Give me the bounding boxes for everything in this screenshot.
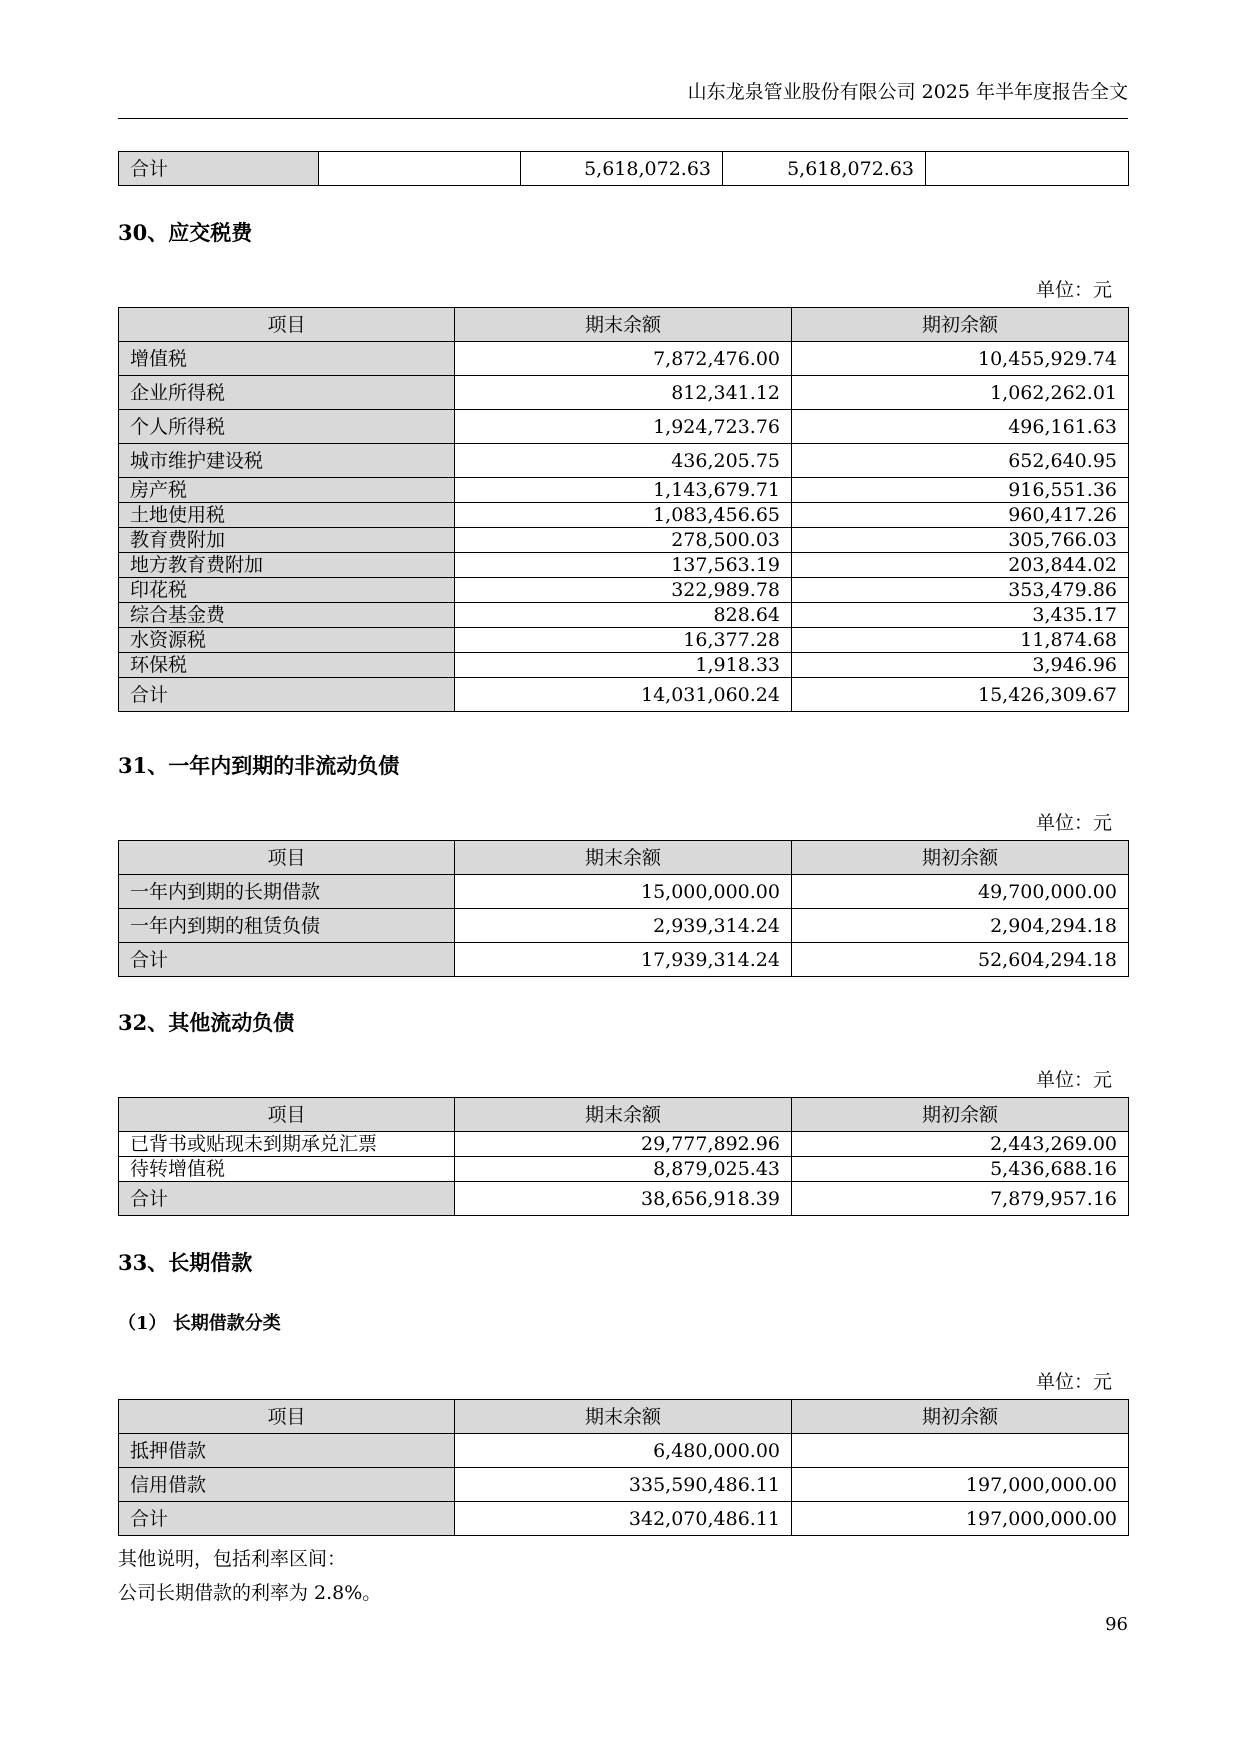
table-cell: 1,083,456.65 bbox=[455, 503, 792, 528]
table-row bbox=[119, 1157, 1129, 1182]
row-label: 合计 bbox=[119, 943, 455, 977]
note-text: 公司长期借款的利率为 2.8%。 bbox=[118, 1582, 382, 1604]
column-header: 项目 bbox=[119, 1400, 455, 1434]
column-header: 期末余额 bbox=[455, 841, 792, 875]
row-label: 合计 bbox=[119, 678, 455, 712]
table-cell: 1,924,723.76 bbox=[455, 410, 792, 444]
row-label: 待转增值税 bbox=[119, 1157, 455, 1182]
table-cell: 335,590,486.11 bbox=[455, 1468, 792, 1502]
column-header: 项目 bbox=[119, 841, 455, 875]
table-row bbox=[119, 1468, 1129, 1502]
table-header-row bbox=[119, 1098, 1129, 1132]
row-label: 环保税 bbox=[119, 653, 455, 678]
table-cell: 278,500.03 bbox=[455, 528, 792, 553]
table-cell bbox=[926, 152, 1129, 186]
table-cell: 2,904,294.18 bbox=[792, 909, 1129, 943]
table-cell: 305,766.03 bbox=[792, 528, 1129, 553]
table-cell: 3,946.96 bbox=[792, 653, 1129, 678]
other-current-liabilities-table bbox=[118, 1097, 1129, 1216]
table-cell: 203,844.02 bbox=[792, 553, 1129, 578]
table-cell: 197,000,000.00 bbox=[792, 1502, 1129, 1536]
long-term-loans-table bbox=[118, 1399, 1129, 1536]
table-total-row bbox=[119, 943, 1129, 977]
row-label: 合计 bbox=[119, 1502, 455, 1536]
column-header: 期末余额 bbox=[455, 308, 792, 342]
header-divider bbox=[118, 118, 1128, 119]
table-cell: 1,918.33 bbox=[455, 653, 792, 678]
table-row bbox=[119, 603, 1129, 628]
table-row bbox=[119, 410, 1129, 444]
column-header: 期末余额 bbox=[455, 1098, 792, 1132]
section-title: 33、长期借款 bbox=[118, 1250, 253, 1275]
table-cell: 8,879,025.43 bbox=[455, 1157, 792, 1182]
table-cell: 2,939,314.24 bbox=[455, 909, 792, 943]
note-text: 其他说明，包括利率区间： bbox=[118, 1548, 347, 1570]
table-cell: 16,377.28 bbox=[455, 628, 792, 653]
table-row bbox=[119, 553, 1129, 578]
row-label: 增值税 bbox=[119, 342, 455, 376]
column-header: 期初余额 bbox=[792, 1098, 1129, 1132]
table-row bbox=[119, 152, 1129, 186]
table-header-row bbox=[119, 308, 1129, 342]
row-label: 抵押借款 bbox=[119, 1434, 455, 1468]
table-cell: 5,618,072.63 bbox=[521, 152, 723, 186]
row-label: 地方教育费附加 bbox=[119, 553, 455, 578]
table-cell: 2,443,269.00 bbox=[792, 1132, 1129, 1157]
table-cell: 5,618,072.63 bbox=[723, 152, 926, 186]
column-header: 期末余额 bbox=[455, 1400, 792, 1434]
table-cell: 1,062,262.01 bbox=[792, 376, 1129, 410]
section-title: 31、一年内到期的非流动负债 bbox=[118, 753, 400, 778]
row-label: 企业所得税 bbox=[119, 376, 455, 410]
section-title: 32、其他流动负债 bbox=[118, 1010, 295, 1035]
row-label: 个人所得税 bbox=[119, 410, 455, 444]
table-cell: 38,656,918.39 bbox=[455, 1182, 792, 1216]
table-header-row bbox=[119, 841, 1129, 875]
sub-title: （1） 长期借款分类 bbox=[118, 1313, 281, 1334]
table-cell: 7,879,957.16 bbox=[792, 1182, 1129, 1216]
table-row bbox=[119, 528, 1129, 553]
row-label: 土地使用税 bbox=[119, 503, 455, 528]
table-cell: 496,161.63 bbox=[792, 410, 1129, 444]
table-cell: 17,939,314.24 bbox=[455, 943, 792, 977]
table-header-row bbox=[119, 1400, 1129, 1434]
table-row bbox=[119, 376, 1129, 410]
table-cell: 960,417.26 bbox=[792, 503, 1129, 528]
row-label: 已背书或贴现未到期承兑汇票 bbox=[119, 1132, 455, 1157]
table-row bbox=[119, 909, 1129, 943]
tax-payable-table bbox=[118, 307, 1129, 712]
prev-table-total bbox=[118, 151, 1129, 186]
table-row bbox=[119, 503, 1129, 528]
table-cell: 6,480,000.00 bbox=[455, 1434, 792, 1468]
table-cell: 29,777,892.96 bbox=[455, 1132, 792, 1157]
row-label: 信用借款 bbox=[119, 1468, 455, 1502]
table-cell: 322,989.78 bbox=[455, 578, 792, 603]
table-total-row bbox=[119, 1502, 1129, 1536]
table-cell: 812,341.12 bbox=[455, 376, 792, 410]
row-label: 房产税 bbox=[119, 478, 455, 503]
table-cell: 3,435.17 bbox=[792, 603, 1129, 628]
unit-label: 单位：元 bbox=[1035, 279, 1112, 301]
table-row bbox=[119, 875, 1129, 909]
table-cell: 1,143,679.71 bbox=[455, 478, 792, 503]
column-header: 项目 bbox=[119, 308, 455, 342]
table-cell bbox=[792, 1434, 1129, 1468]
table-row bbox=[119, 653, 1129, 678]
table-row bbox=[119, 578, 1129, 603]
table-row bbox=[119, 1132, 1129, 1157]
table-cell: 137,563.19 bbox=[455, 553, 792, 578]
table-cell bbox=[319, 152, 521, 186]
page-header: 山东龙泉管业股份有限公司 2025 年半年度报告全文 bbox=[687, 81, 1128, 103]
table-total-row bbox=[119, 1182, 1129, 1216]
column-header: 期初余额 bbox=[792, 308, 1129, 342]
section-title: 30、应交税费 bbox=[118, 220, 253, 245]
unit-label: 单位：元 bbox=[1035, 1069, 1112, 1091]
row-label: 教育费附加 bbox=[119, 528, 455, 553]
row-label: 一年内到期的长期借款 bbox=[119, 875, 455, 909]
table-cell: 14,031,060.24 bbox=[455, 678, 792, 712]
row-label: 水资源税 bbox=[119, 628, 455, 653]
table-cell: 436,205.75 bbox=[455, 444, 792, 478]
table-cell: 7,872,476.00 bbox=[455, 342, 792, 376]
column-header: 项目 bbox=[119, 1098, 455, 1132]
table-row bbox=[119, 478, 1129, 503]
page-number: 96 bbox=[1105, 1614, 1128, 1635]
table-row bbox=[119, 444, 1129, 478]
row-label: 一年内到期的租赁负债 bbox=[119, 909, 455, 943]
table-row bbox=[119, 628, 1129, 653]
table-cell: 5,436,688.16 bbox=[792, 1157, 1129, 1182]
unit-label: 单位：元 bbox=[1035, 812, 1112, 834]
table-cell: 15,426,309.67 bbox=[792, 678, 1129, 712]
column-header: 期初余额 bbox=[792, 841, 1129, 875]
table-cell: 197,000,000.00 bbox=[792, 1468, 1129, 1502]
table-total-row bbox=[119, 678, 1129, 712]
unit-label: 单位：元 bbox=[1035, 1371, 1112, 1393]
table-cell: 10,455,929.74 bbox=[792, 342, 1129, 376]
table-cell: 合计 bbox=[119, 152, 319, 186]
table-cell: 11,874.68 bbox=[792, 628, 1129, 653]
table-cell: 15,000,000.00 bbox=[455, 875, 792, 909]
row-label: 综合基金费 bbox=[119, 603, 455, 628]
table-cell: 49,700,000.00 bbox=[792, 875, 1129, 909]
column-header: 期初余额 bbox=[792, 1400, 1129, 1434]
row-label: 合计 bbox=[119, 1182, 455, 1216]
row-label: 城市维护建设税 bbox=[119, 444, 455, 478]
table-cell: 342,070,486.11 bbox=[455, 1502, 792, 1536]
table-cell: 916,551.36 bbox=[792, 478, 1129, 503]
row-label: 印花税 bbox=[119, 578, 455, 603]
table-cell: 828.64 bbox=[455, 603, 792, 628]
table-row bbox=[119, 1434, 1129, 1468]
table-cell: 353,479.86 bbox=[792, 578, 1129, 603]
current-noncurrent-liabilities-table bbox=[118, 840, 1129, 977]
table-cell: 52,604,294.18 bbox=[792, 943, 1129, 977]
table-row bbox=[119, 342, 1129, 376]
table-cell: 652,640.95 bbox=[792, 444, 1129, 478]
